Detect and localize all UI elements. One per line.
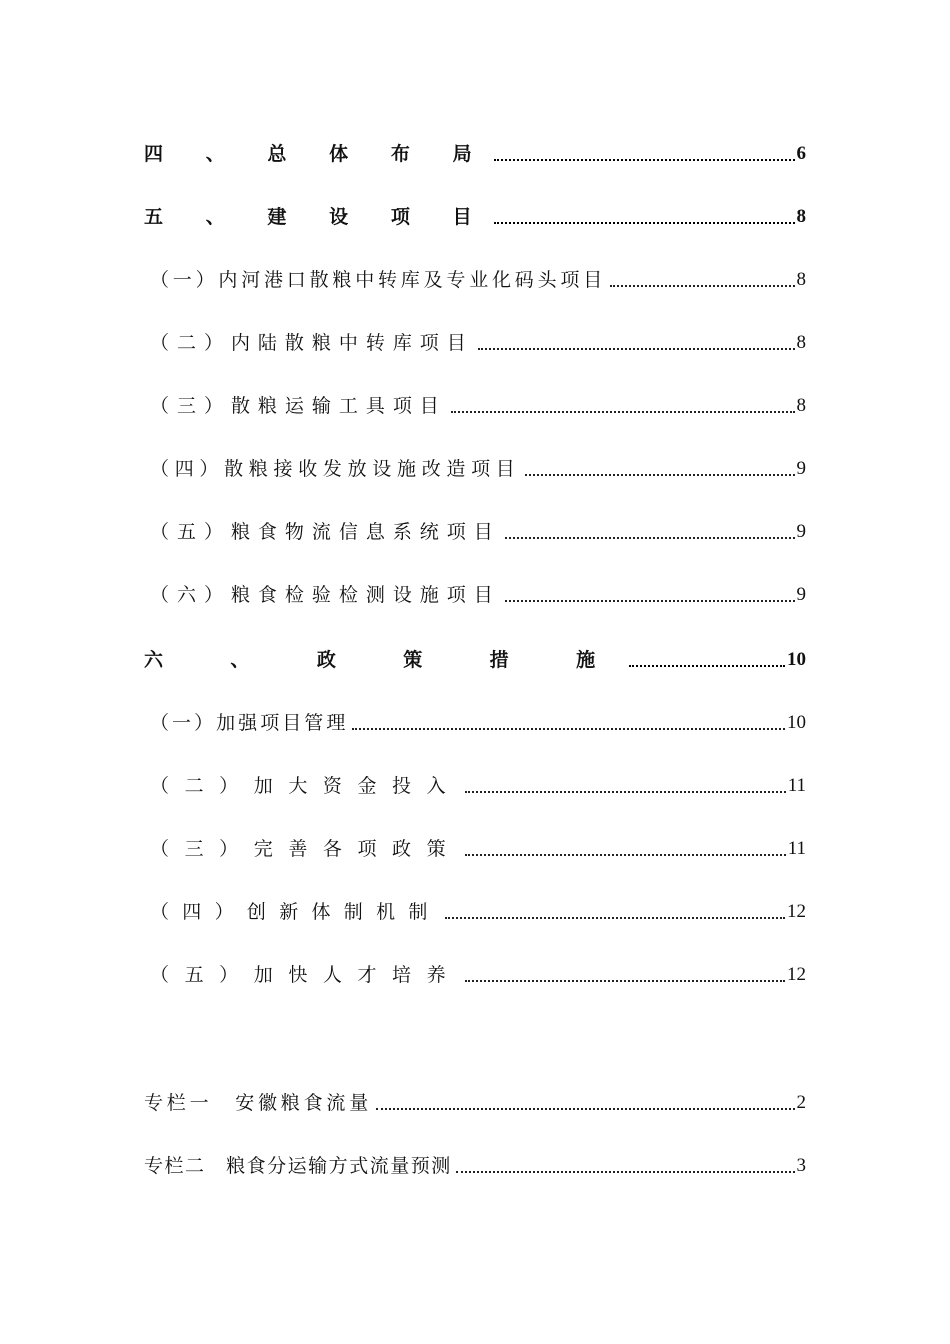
toc-entry-label: 五 、 建 设 项 目	[144, 206, 490, 228]
toc-entry-label: （六）粮食检验检测设施项目	[150, 584, 501, 606]
dot-leader	[352, 728, 785, 730]
toc-page-number: 11	[787, 775, 806, 796]
toc-page-number: 9	[796, 458, 806, 479]
toc-entry-label: 四 、 总 体 布 局	[144, 143, 490, 165]
toc-entry-label: （三）完善各项政策	[150, 838, 462, 860]
dot-leader	[376, 1108, 794, 1110]
toc-entry-label: （二）内陆散粮中转库项目	[150, 332, 474, 354]
toc-entry-sub[interactable]	[144, 514, 806, 544]
toc-page-number: 11	[787, 838, 806, 859]
toc-entry-construction-projects[interactable]	[144, 199, 806, 229]
toc-page-number: 9	[796, 584, 806, 605]
toc-entry-label: （二）加大资金投入	[150, 775, 462, 797]
toc-entry-column[interactable]	[144, 1085, 806, 1115]
toc-page-number: 8	[796, 269, 806, 290]
toc-entry-sub[interactable]	[144, 768, 806, 798]
toc-entry-label: （一）内河港口散粮中转库及专业化码头项目	[150, 269, 607, 291]
dot-leader	[451, 411, 795, 413]
toc-page-number: 12	[787, 964, 806, 985]
dot-leader	[525, 474, 795, 476]
dot-leader	[629, 665, 785, 667]
dot-leader	[465, 791, 785, 793]
dot-leader	[465, 854, 785, 856]
dot-leader	[456, 1171, 795, 1173]
toc-page-number: 8	[796, 395, 806, 416]
toc-page-number: 2	[796, 1092, 806, 1113]
dot-leader	[494, 159, 795, 161]
toc-page-number: 10	[787, 712, 806, 733]
toc-entry-label: （一）加强项目管理	[150, 712, 349, 734]
toc-entry-sub[interactable]	[144, 894, 806, 924]
toc-page-number: 10	[787, 649, 806, 670]
toc-entry-overall-layout[interactable]	[144, 136, 806, 166]
dot-leader	[465, 980, 785, 982]
toc-entry-label: （五）粮食物流信息系统项目	[150, 521, 501, 543]
dot-leader	[505, 600, 795, 602]
toc-entry-policy-measures[interactable]	[144, 642, 806, 672]
toc-page-number: 6	[796, 143, 806, 164]
dot-leader	[610, 285, 794, 287]
dot-leader	[494, 222, 795, 224]
toc-entry-sub[interactable]	[144, 262, 806, 292]
toc-entry-label: （四）创新体制机制	[150, 901, 441, 923]
toc-page-number: 9	[796, 521, 806, 542]
toc-page-number: 3	[796, 1155, 806, 1176]
dot-leader	[505, 537, 795, 539]
toc-entry-label: 专栏二 粮食分运输方式流量预测	[144, 1155, 452, 1177]
toc-entry-column[interactable]	[144, 1148, 806, 1178]
toc-entry-label: 六 、 政 策 措 施	[144, 649, 626, 671]
toc-page-number: 12	[787, 901, 806, 922]
toc-entry-label: 专栏一 安徽粮食流量	[144, 1092, 373, 1114]
toc-entry-sub[interactable]	[144, 388, 806, 418]
toc-entry-sub[interactable]	[144, 325, 806, 355]
toc-entry-label: （四）散粮接收发放设施改造项目	[150, 458, 521, 480]
toc-entry-sub[interactable]	[144, 831, 806, 861]
toc-entry-label: （三）散粮运输工具项目	[150, 395, 447, 417]
toc-entry-sub[interactable]	[144, 451, 806, 481]
dot-leader	[445, 917, 785, 919]
toc-entry-sub[interactable]	[144, 577, 806, 607]
toc-entry-label: （五）加快人才培养	[150, 964, 462, 986]
toc-entry-sub[interactable]	[144, 705, 806, 735]
toc-page-number: 8	[796, 332, 806, 353]
toc-entry-sub[interactable]	[144, 957, 806, 987]
dot-leader	[478, 348, 795, 350]
toc-page-number: 8	[796, 206, 806, 227]
